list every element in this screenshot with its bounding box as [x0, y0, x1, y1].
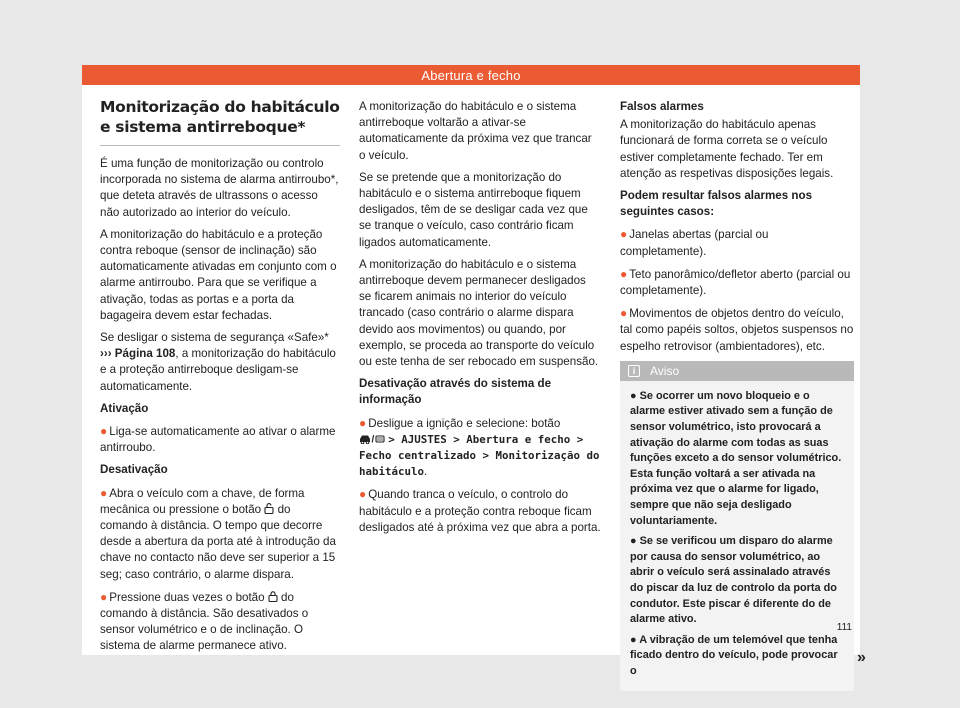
list-item: ● Quando tranca o veículo, o controlo do habitáculo e a proteção contra reboque ficam desligados até à próxima vez que abra a porta. [359, 487, 601, 534]
bullet-icon: ● [100, 424, 108, 439]
page-reference-link[interactable]: ››› Página 108 [100, 347, 176, 361]
list-item: ● Liga-se automaticamente ao ativar o alarme antirroubo. [100, 424, 336, 455]
notice-body [620, 381, 854, 691]
bullet-icon: ● [359, 415, 367, 430]
notice-item: ● Se ocorrer um novo bloqueio e o alarme estiver ativado sem a função de sensor volumétrico, isto provocará a ativação do alarme com todas as suas funções exceto a do sensor volumétrico. Esta função voltará a ser ativada na próxima vez que o alarme for ligado, sempre que não seja desligado voluntariamente. [630, 389, 842, 527]
bullet-icon: ● [100, 589, 108, 604]
paragraph: É uma função de monitorização ou controlo incorporada no sistema de alarma antirroubo*, que deteta através de ultrassons o acesso não autorizado ao interior do veículo. [100, 157, 339, 219]
menu-path: > AJUSTES > Abertura e fecho > Fecho centralizado > Monitorização do habitáculo [359, 432, 600, 479]
bullet-icon: ● [620, 266, 628, 281]
paragraph: Se se pretende que a monitorização do habitáculo e o sistema antirreboque fiquem desligados, têm de se desligar cada vez que se tranque o veículo, caso contrário ficam ligados automaticamente. [359, 170, 588, 249]
list-item: ● Janelas abertas (parcial ou completamente). [620, 227, 769, 258]
subheading-desativacao-menu: Desativação através do sistema de informação [359, 377, 552, 407]
bullet-icon: ● [630, 389, 640, 402]
list-item: ● Movimentos de objetos dentro do veículo, tal como papéis soltos, objetos suspensos no espelho retrovisor (ambientadores), etc. [620, 306, 854, 353]
notice-item: ● A vibração de um telemóvel que tenha ficado dentro do veículo, pode provocar o [630, 633, 838, 677]
column-3 [620, 99, 854, 691]
list-item: ● Abra o veículo com a chave, de forma mecânica ou pressione o botão do comando à distância. O tempo que decorre desde a abertura da porta até à introdução da chave no contacto não deve ser superior a 15 seg; caso contrário, o alarme dispara. [100, 485, 336, 581]
bullet-icon: ● [100, 485, 108, 500]
paragraph: Se desligar o sistema de segurança «Safe»* ››› Página 108, a monitorização do habitáculo e a proteção antirreboque desligam-se automaticamente. [100, 331, 336, 393]
lock-icon [268, 591, 278, 602]
bullet-icon: ● [630, 535, 640, 548]
list-item: ● Desligue a ignição e selecione: botão / > AJUSTES > Abertura e fecho > Fecho centralizado > Monitorização do habitáculo. [359, 415, 600, 479]
notice-item: ● Se se verificou um disparo do alarme por causa do sensor volumétrico, ao abrir o veículo será assinalado através do piscar da luz de controlo da porta do condutor. Este piscar é diferente do de alarme ativo. [630, 535, 837, 626]
subheading-falsos-alarmes: Falsos alarmes [620, 100, 704, 113]
bullet-icon: ● [620, 306, 628, 321]
info-icon: i [628, 365, 640, 377]
paragraph: A monitorização do habitáculo e o sistema antirreboque devem permanecer desligados se ficarem animais no interior do veículo trancado (caso contrário o alarme dispara devido aos movimentos) ou quando, por exemplo, se proceda ao transporte do veículo ou este tenha de ser rebocado em suspensão. [359, 257, 599, 369]
unlock-icon [264, 503, 274, 514]
column-2 [359, 99, 601, 542]
subheading-desativacao: Desativação [100, 463, 168, 477]
list-item: ● Pressione duas vezes o botão do comando à distância. São desativados o sensor volumétrico e o de inclinação. O sistema de alarme permanece ativo. [100, 589, 309, 653]
notice-box [620, 361, 854, 691]
paragraph: A monitorização do habitáculo e a proteção contra reboque (sensor de inclinação) são automaticamente ativadas em conjunto com o alarme antirroubo. Para que se verifique a ativação, todas as portas e a porta da bagageira devem estar fechadas. [100, 227, 337, 322]
subheading-casos: Podem resultar falsos alarmes nos seguintes casos: [620, 189, 813, 219]
manual-page [82, 65, 866, 677]
section-header [82, 65, 860, 85]
list-item: ● Teto panorâmico/defletor aberto (parcial ou completamente). [620, 266, 851, 298]
page-number: 111 [836, 622, 852, 633]
section-title: Abertura e fecho [421, 67, 521, 83]
bullet-icon: ● [359, 487, 367, 502]
subheading-ativacao: Ativação [100, 401, 149, 415]
svg-text:/: / [371, 434, 375, 444]
article-heading: Monitorização do habitáculo e sistema antirreboque* [100, 97, 340, 146]
column-1 [100, 97, 340, 661]
paragraph: A monitorização do habitáculo apenas funcionará de forma correta se o veículo estiver completamente fechado. Ter em atenção as respetivas disposições legais. [620, 118, 834, 180]
bullet-icon: ● [630, 633, 640, 646]
notice-title: Aviso [650, 363, 680, 378]
bullet-icon: ● [620, 227, 628, 242]
notice-header [620, 361, 854, 381]
paragraph: A monitorização do habitáculo e o sistema antirreboque voltarão a ativar-se automaticamente da próxima vez que trancar o veículo. [359, 100, 592, 162]
car-icon [359, 433, 385, 444]
continue-mark: » [857, 649, 866, 666]
